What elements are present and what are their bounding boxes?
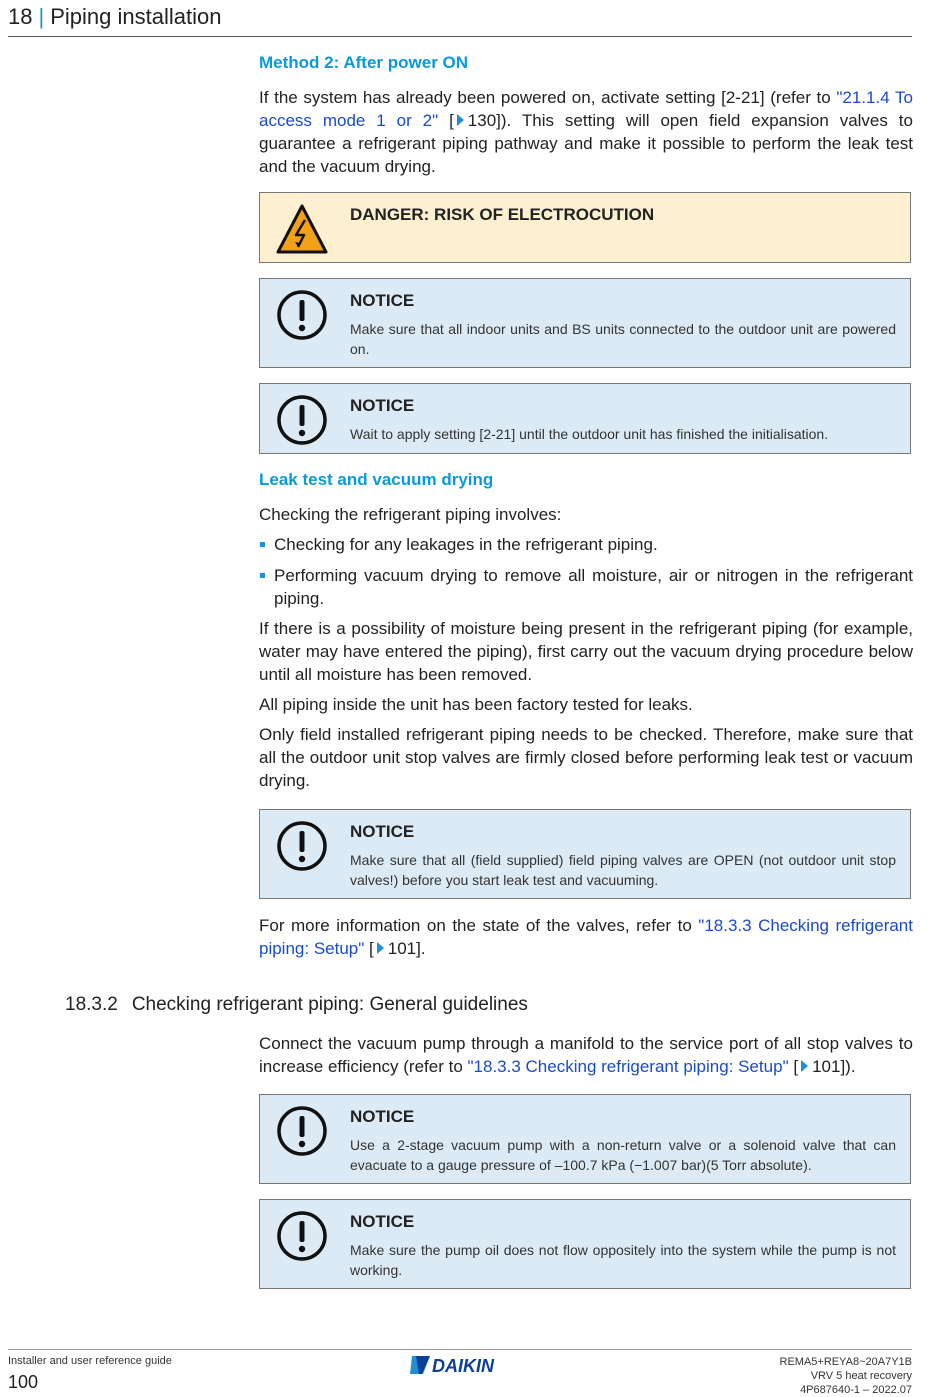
notice-box-1 <box>259 278 911 368</box>
method2-page[interactable]: 130 <box>467 111 497 130</box>
footer-divider <box>8 1349 912 1350</box>
notice-box-3 <box>259 809 911 899</box>
notice-text: Make sure that all (field supplied) field piping valves are OPEN (not outdoor unit stop valves!) before you start leak test and vacuuming. <box>350 852 896 888</box>
notice-text: Use a 2-stage vacuum pump with a non-return valve or a solenoid valve that can evacuate to a gauge pressure of –100.7 kPa (−1.007 bar)(5 Torr absolute). <box>350 1137 896 1173</box>
more-info-link[interactable]: "18.3.3 Checking refrigerant piping: Setup" <box>259 916 913 958</box>
footer-doc-info <box>780 1355 912 1397</box>
connect-pre: Connect the vacuum pump through a manifold to the service port of all stop valves to increase efficiency (refer to <box>259 1034 913 1076</box>
leak-intro: Checking the refrigerant piping involves: <box>259 505 562 524</box>
section-number: 18.3.2 <box>65 994 118 1015</box>
more-info-paragraph <box>259 914 913 960</box>
logo-text: DAIKIN <box>432 1356 494 1376</box>
footer-page-number: 100 <box>8 1372 39 1392</box>
more-info-post: ]. <box>416 939 426 958</box>
connect-bracket: [ <box>788 1057 799 1076</box>
exclamation-icon <box>276 1210 328 1262</box>
notice-text: Make sure that all indoor units and BS units connected to the outdoor unit are powered on. <box>350 321 896 357</box>
notice-title: NOTICE <box>350 291 415 310</box>
notice-title: NOTICE <box>350 822 415 841</box>
header-separator: | <box>38 4 45 29</box>
daikin-logo <box>410 1354 514 1376</box>
method2-text-post: ]). This setting will open field expansion valves to guarantee a refrigerant piping pathway and make it possible to perform the leak test and the vacuum drying. <box>259 111 913 176</box>
page-arrow-icon <box>457 114 464 126</box>
footer-doc-code: 4P687640-1 – 2022.07 <box>800 1384 912 1396</box>
electrical-hazard-icon <box>276 203 328 255</box>
method2-bracket: [ <box>438 111 454 130</box>
more-info-pre: For more information on the state of the valves, refer to <box>259 916 699 935</box>
method2-link[interactable]: "21.1.4 To access mode 1 or 2" <box>259 88 913 130</box>
method2-heading: Method 2: After power ON <box>259 53 469 72</box>
connect-paragraph <box>259 1032 913 1078</box>
danger-title: DANGER: RISK OF ELECTROCUTION <box>350 205 655 224</box>
connect-page[interactable]: 101 <box>812 1057 841 1076</box>
section-title: Checking refrigerant piping: General guidelines <box>131 994 528 1015</box>
leak-para-1: If there is a possibility of moisture being present in the refrigerant piping (for example, water may have entered the piping), first carry out the vacuum drying procedure below until all moisture has been removed. <box>259 619 913 684</box>
section-heading <box>65 994 528 1016</box>
list-item: Checking for any leakages in the refrigerant piping. <box>259 533 913 556</box>
page-arrow-icon <box>377 942 384 954</box>
exclamation-icon <box>276 1105 328 1157</box>
notice-box-5 <box>259 1199 911 1289</box>
method2-text-pre: If the system has already been powered on, activate setting [2-21] (refer to <box>259 88 837 107</box>
notice-title: NOTICE <box>350 1212 415 1231</box>
page-header <box>8 4 912 37</box>
notice-box-2 <box>259 383 911 454</box>
notice-box-4 <box>259 1094 911 1184</box>
leak-para-3: Only field installed refrigerant piping needs to be checked. Therefore, make sure that all the outdoor unit stop valves are firmly closed before performing leak test or vacuum drying. <box>259 725 913 790</box>
notice-title: NOTICE <box>350 1107 415 1126</box>
leak-para-2: All piping inside the unit has been factory tested for leaks. <box>259 695 693 714</box>
footer-guide-title: Installer and user reference guide <box>8 1355 172 1367</box>
leak-bullet-list <box>259 533 913 610</box>
connect-link[interactable]: "18.3.3 Checking refrigerant piping: Setup" <box>467 1057 789 1076</box>
notice-title: NOTICE <box>350 396 415 415</box>
exclamation-icon <box>276 820 328 872</box>
list-item: Performing vacuum drying to remove all moisture, air or nitrogen in the refrigerant piping. <box>259 564 913 610</box>
notice-text: Wait to apply setting [2-21] until the outdoor unit has finished the initialisation. <box>350 426 829 442</box>
method2-paragraph <box>259 86 913 178</box>
exclamation-icon <box>276 394 328 446</box>
chapter-number: 18 <box>8 4 33 29</box>
connect-post: ]). <box>840 1057 856 1076</box>
more-info-bracket: [ <box>364 939 374 958</box>
exclamation-icon <box>276 289 328 341</box>
leak-body <box>259 503 913 792</box>
danger-box <box>259 192 911 263</box>
chapter-title: Piping installation <box>50 4 222 29</box>
footer-product: VRV 5 heat recovery <box>810 1370 912 1382</box>
footer-model: REMA5+REYA8~20A7Y1B <box>779 1356 912 1368</box>
more-info-page[interactable]: 101 <box>387 939 417 958</box>
leak-heading: Leak test and vacuum drying <box>259 470 494 489</box>
notice-text: Make sure the pump oil does not flow oppositely into the system while the pump is not working. <box>350 1242 896 1278</box>
page-arrow-icon <box>801 1060 808 1072</box>
